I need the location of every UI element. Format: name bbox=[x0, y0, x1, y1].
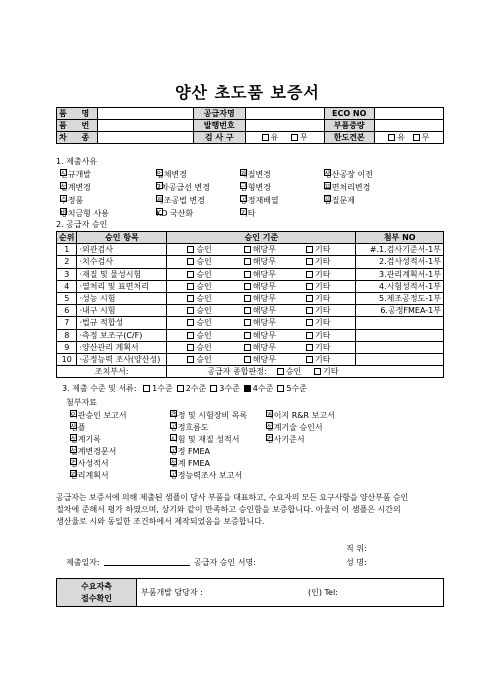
issue-no-field[interactable] bbox=[245, 120, 324, 132]
row-attach: 3.관리계획서-1부 bbox=[356, 268, 444, 280]
row-criteria bbox=[167, 256, 356, 268]
approve-checkbox[interactable] bbox=[187, 344, 194, 351]
other-checkbox[interactable] bbox=[306, 283, 313, 290]
section1-heading: 1. 제출사유 bbox=[56, 157, 98, 166]
attachment-option[interactable] bbox=[70, 458, 109, 469]
level-label: 3수준 bbox=[219, 384, 240, 393]
overall-label: 공급자 종합판정: bbox=[207, 367, 267, 377]
approve-checkbox[interactable] bbox=[187, 307, 194, 314]
row-rank: 6 bbox=[57, 305, 77, 317]
checkbox-icon[interactable] bbox=[324, 195, 331, 202]
row-criteria bbox=[167, 317, 356, 329]
declaration-line3: 생산율로 시와 동일한 조건하에서 제작되었음을 보증합니다. bbox=[56, 517, 265, 526]
attachment-label: 설계 FMEA bbox=[170, 459, 211, 468]
limit-no-label: 무 bbox=[421, 133, 430, 142]
table-row bbox=[57, 256, 444, 268]
na-label: 해당무 bbox=[252, 318, 276, 328]
reason-label: 업체변경 bbox=[156, 170, 187, 179]
row-item: ·공정능력 조사(양산성) bbox=[77, 353, 167, 365]
supplier-field[interactable] bbox=[245, 108, 324, 120]
approve-label: 승인 bbox=[196, 318, 212, 328]
row-attach: 2.검사성적서-1부 bbox=[356, 256, 444, 268]
approve-checkbox[interactable] bbox=[187, 283, 194, 290]
table-row bbox=[57, 329, 444, 341]
reason-option[interactable] bbox=[60, 195, 83, 206]
other-label: 기타 bbox=[314, 318, 331, 328]
row-rank: 5 bbox=[57, 292, 77, 304]
reason-option[interactable] bbox=[60, 169, 91, 180]
attachment-label: 설계기술 승인서 bbox=[266, 423, 323, 432]
checkbox-icon[interactable] bbox=[240, 195, 247, 202]
checkbox-icon[interactable] bbox=[324, 182, 331, 189]
limit-sample-options bbox=[374, 132, 443, 144]
checkbox-icon[interactable] bbox=[170, 458, 177, 465]
other-label: 기타 bbox=[314, 257, 331, 267]
na-label: 해당무 bbox=[252, 294, 276, 304]
attachment-option[interactable] bbox=[70, 422, 85, 433]
attachments-heading: 첨부자료 bbox=[66, 398, 97, 407]
other-checkbox[interactable] bbox=[306, 295, 313, 302]
name-label: 성 명: bbox=[346, 558, 367, 567]
col-criteria: 승인 기준 bbox=[167, 232, 356, 244]
reason-label: 금형변경 bbox=[240, 183, 271, 192]
receipt-label-line2: 접수확인 bbox=[81, 593, 112, 603]
row-item: ·측정 보조구(C/F) bbox=[77, 329, 167, 341]
na-checkbox[interactable] bbox=[244, 295, 251, 302]
attachment-option[interactable] bbox=[266, 410, 335, 421]
row-rank: 7 bbox=[57, 317, 77, 329]
section3-line bbox=[62, 383, 307, 394]
reason-label: 신규개발 bbox=[60, 170, 91, 179]
checkbox-icon[interactable] bbox=[60, 182, 67, 189]
na-label: 해당무 bbox=[252, 281, 276, 291]
reason-label: 기타 bbox=[240, 209, 256, 218]
attachment-option[interactable] bbox=[170, 434, 239, 445]
other-label: 기타 bbox=[314, 281, 331, 291]
na-checkbox[interactable] bbox=[244, 271, 251, 278]
vehicle-label: 차 종 bbox=[57, 132, 98, 144]
na-checkbox[interactable] bbox=[244, 319, 251, 326]
na-checkbox[interactable] bbox=[244, 246, 251, 253]
inspection-options bbox=[245, 132, 324, 144]
attachment-option[interactable] bbox=[70, 410, 127, 421]
other-label: 기타 bbox=[314, 342, 331, 352]
na-checkbox[interactable] bbox=[244, 332, 251, 339]
supplier-sign-label: 공급자 승인 서명: bbox=[194, 558, 256, 567]
row-item: ·재질 및 물성시험 bbox=[77, 268, 167, 280]
approve-label: 승인 bbox=[196, 281, 212, 291]
page-title: 양산 초도품 보증서 bbox=[175, 83, 320, 102]
attachments-grid bbox=[70, 410, 440, 480]
inspection-label: 검 사 구 bbox=[193, 132, 245, 144]
table-row bbox=[57, 292, 444, 304]
reason-option[interactable] bbox=[156, 169, 187, 180]
attachment-label: 측정 및 시험장비 목록 bbox=[170, 411, 248, 420]
reason-option[interactable] bbox=[60, 208, 109, 219]
row-rank: 3 bbox=[57, 268, 77, 280]
reason-label: 방치금형 사용 bbox=[60, 209, 109, 218]
checkbox-icon[interactable] bbox=[70, 410, 77, 417]
other-label: 기타 bbox=[314, 294, 331, 304]
reason-option[interactable] bbox=[156, 195, 205, 206]
attachment-label: 게이지 R&R 보고서 bbox=[266, 411, 335, 420]
row-rank: 1 bbox=[57, 244, 77, 256]
inspection-no-checkbox[interactable] bbox=[291, 134, 298, 141]
overall-other-label: 기타 bbox=[323, 367, 339, 377]
submit-date-label: 제출일자: bbox=[66, 558, 100, 567]
approve-checkbox[interactable] bbox=[187, 332, 194, 339]
na-label: 해당무 bbox=[252, 245, 276, 255]
col-attach: 첨부 NO bbox=[356, 232, 444, 244]
na-label: 해당무 bbox=[252, 342, 276, 352]
other-label: 기타 bbox=[314, 269, 331, 279]
row-rank: 2 bbox=[57, 256, 77, 268]
supplier-label: 공급자명 bbox=[193, 108, 245, 120]
na-checkbox[interactable] bbox=[244, 258, 251, 265]
overall-approve-checkbox[interactable] bbox=[277, 368, 284, 375]
other-checkbox[interactable] bbox=[306, 307, 313, 314]
attachment-option[interactable] bbox=[170, 470, 242, 481]
approve-label: 승인 bbox=[196, 269, 212, 279]
attachment-label: 설계기록 bbox=[70, 435, 101, 444]
other-checkbox[interactable] bbox=[306, 246, 313, 253]
row-attach: 5.제조공정도-1부 bbox=[356, 292, 444, 304]
other-label: 기타 bbox=[314, 354, 331, 364]
submission-levels bbox=[139, 384, 307, 393]
checkbox-icon[interactable] bbox=[70, 470, 77, 477]
checkbox-icon[interactable] bbox=[60, 195, 67, 202]
row-rank: 10 bbox=[57, 353, 77, 365]
row-criteria bbox=[167, 329, 356, 341]
reason-option[interactable] bbox=[324, 169, 373, 180]
attachment-option[interactable] bbox=[266, 434, 305, 445]
attachment-label: 공정능력조사 보고서 bbox=[170, 471, 243, 480]
limit-no-checkbox[interactable] bbox=[413, 134, 420, 141]
other-label: 기타 bbox=[314, 330, 331, 340]
declaration bbox=[56, 492, 444, 528]
approve-label: 승인 bbox=[196, 330, 212, 340]
attachment-option[interactable] bbox=[70, 434, 101, 445]
row-item: ·성능 시험 bbox=[77, 292, 167, 304]
row-criteria bbox=[167, 341, 356, 353]
reason-label: 수정품 bbox=[60, 196, 84, 205]
reason-label: 설계변경 bbox=[60, 183, 91, 192]
reason-option[interactable] bbox=[156, 208, 193, 219]
attachment-label: 검사기준서 bbox=[266, 435, 305, 444]
eco-label: ECO NO bbox=[324, 108, 374, 120]
attachment-label: 샘플 bbox=[70, 423, 86, 432]
reason-option[interactable] bbox=[324, 182, 370, 193]
level-checkbox[interactable] bbox=[177, 385, 184, 392]
checkbox-icon[interactable] bbox=[266, 434, 273, 441]
overall-other-checkbox[interactable] bbox=[314, 368, 321, 375]
na-label: 해당무 bbox=[252, 257, 276, 267]
level-checkbox[interactable] bbox=[277, 385, 284, 392]
row-rank: 4 bbox=[57, 280, 77, 292]
checkbox-icon[interactable] bbox=[70, 434, 77, 441]
other-checkbox[interactable] bbox=[306, 258, 313, 265]
level-label: 2수준 bbox=[185, 384, 207, 393]
na-label: 해당무 bbox=[252, 354, 276, 364]
na-checkbox[interactable] bbox=[244, 356, 251, 363]
other-checkbox[interactable] bbox=[306, 332, 313, 339]
receipt-label-line1: 수요자측 bbox=[81, 581, 112, 591]
checkbox-icon[interactable] bbox=[60, 208, 67, 215]
part-weight-field[interactable] bbox=[374, 120, 443, 132]
approve-label: 승인 bbox=[196, 342, 212, 352]
level-label: 5수준 bbox=[286, 384, 307, 393]
checkbox-icon[interactable] bbox=[240, 208, 247, 215]
other-checkbox[interactable] bbox=[306, 319, 313, 326]
reason-label: 2차공급선 변경 bbox=[156, 183, 211, 192]
reason-option[interactable] bbox=[240, 169, 271, 180]
attachment-option[interactable] bbox=[70, 446, 116, 457]
checkbox-icon[interactable] bbox=[240, 169, 247, 176]
row-item: ·법규 적합성 bbox=[77, 317, 167, 329]
approve-checkbox[interactable] bbox=[187, 271, 194, 278]
reason-option[interactable] bbox=[240, 208, 255, 219]
level-label: 4수준 bbox=[252, 384, 274, 393]
vehicle-field[interactable] bbox=[98, 132, 194, 144]
table-row bbox=[57, 268, 444, 280]
attachment-label: 외관승인 보고서 bbox=[70, 411, 127, 420]
inspection-yes-label: 유 bbox=[270, 133, 279, 142]
other-checkbox[interactable] bbox=[306, 356, 313, 363]
row-criteria bbox=[167, 268, 356, 280]
attachment-label: 관리계획서 bbox=[70, 471, 109, 480]
other-label: 기타 bbox=[314, 306, 331, 316]
reason-option[interactable] bbox=[60, 182, 91, 193]
overall-judgement bbox=[167, 366, 444, 378]
attachment-option[interactable] bbox=[266, 422, 323, 433]
reason-label: KD 국산화 bbox=[156, 209, 194, 218]
checkbox-icon[interactable] bbox=[170, 446, 177, 453]
row-attach bbox=[356, 329, 444, 341]
checkbox-icon[interactable] bbox=[266, 422, 273, 429]
approve-checkbox[interactable] bbox=[187, 246, 194, 253]
checkbox-icon[interactable] bbox=[156, 208, 163, 215]
row-criteria bbox=[167, 244, 356, 256]
col-item: 승인 항목 bbox=[77, 232, 167, 244]
part-weight-label: 부품중량 bbox=[324, 120, 374, 132]
checkbox-icon[interactable] bbox=[266, 410, 273, 417]
row-item: ·치수검사 bbox=[77, 256, 167, 268]
attachment-option[interactable] bbox=[170, 410, 247, 421]
row-item: ·외관검사 bbox=[77, 244, 167, 256]
receipt-table bbox=[56, 578, 444, 607]
limit-yes-label: 유 bbox=[397, 133, 405, 142]
checkbox-icon[interactable] bbox=[170, 422, 177, 429]
table-row bbox=[57, 353, 444, 365]
other-checkbox[interactable] bbox=[306, 344, 313, 351]
attachment-label: 시험 및 재질 성적서 bbox=[170, 435, 240, 444]
na-label: 해당무 bbox=[252, 330, 276, 340]
receipt-content bbox=[137, 579, 444, 607]
checkbox-icon[interactable] bbox=[70, 458, 77, 465]
na-label: 해당무 bbox=[252, 269, 276, 279]
part-name-label: 품 명 bbox=[57, 108, 98, 120]
inspection-yes-checkbox[interactable] bbox=[262, 134, 269, 141]
issue-no-label: 발행번호 bbox=[193, 120, 245, 132]
row-rank: 8 bbox=[57, 329, 77, 341]
overall-approve-label: 승인 bbox=[285, 367, 302, 377]
attachment-option[interactable] bbox=[170, 446, 210, 457]
manager-label: 부품개발 담당자 : bbox=[141, 588, 203, 597]
attachment-label: 공정흐름도 bbox=[170, 423, 209, 432]
approve-checkbox[interactable] bbox=[187, 295, 194, 302]
limit-yes-checkbox[interactable] bbox=[388, 134, 395, 141]
declaration-line2: 절차에 준해서 평가 하였으며, 상기와 같이 만족하고 승인함을 보증합니다. 아울러 이 샘플은 시간의 bbox=[56, 505, 401, 514]
approve-label: 승인 bbox=[196, 245, 212, 255]
checkbox-icon[interactable] bbox=[70, 446, 77, 453]
approve-label: 승인 bbox=[196, 306, 212, 316]
approve-checkbox[interactable] bbox=[187, 319, 194, 326]
reason-option[interactable] bbox=[156, 182, 210, 193]
reason-option[interactable] bbox=[240, 182, 271, 193]
limit-sample-label: 한도견본 bbox=[324, 132, 374, 144]
checkbox-icon[interactable] bbox=[324, 169, 331, 176]
part-name-field[interactable] bbox=[98, 108, 194, 120]
attachment-option[interactable] bbox=[70, 470, 109, 481]
checkbox-icon[interactable] bbox=[60, 169, 67, 176]
row-rank: 9 bbox=[57, 341, 77, 353]
header-table bbox=[56, 107, 444, 144]
checkbox-icon[interactable] bbox=[156, 182, 163, 189]
table-row bbox=[57, 341, 444, 353]
checkbox-icon[interactable] bbox=[170, 434, 177, 441]
row-criteria bbox=[167, 292, 356, 304]
approve-label: 승인 bbox=[196, 354, 212, 364]
attachment-label: 공정 FMEA bbox=[170, 447, 211, 456]
reason-label: 공정재배열 bbox=[240, 196, 279, 205]
row-attach bbox=[356, 341, 444, 353]
section2-heading: 2. 공급자 승인 bbox=[56, 220, 108, 229]
row-criteria bbox=[167, 305, 356, 317]
reason-label: 품질문제 bbox=[324, 196, 355, 205]
na-checkbox[interactable] bbox=[244, 283, 251, 290]
position-label: 직 위: bbox=[346, 544, 367, 553]
reason-label: 제조공법 변경 bbox=[156, 196, 205, 205]
declaration-line1: 공급자는 보증서에 의해 제출된 샘플이 당사 부품을 대표하고, 수요자의 모든 요구사항을 양산부품 승인 bbox=[56, 493, 409, 502]
action-dept-label: 조치부서: bbox=[57, 366, 167, 378]
table-row bbox=[57, 244, 444, 256]
col-rank: 순위 bbox=[57, 232, 77, 244]
level-checkbox[interactable] bbox=[143, 385, 150, 392]
row-criteria bbox=[167, 280, 356, 292]
row-item: ·내구 시험 bbox=[77, 305, 167, 317]
part-no-field[interactable] bbox=[98, 120, 194, 132]
section3-heading: 3. 제출 수준 및 서류: bbox=[62, 384, 137, 393]
approval-table bbox=[56, 231, 444, 378]
approve-label: 승인 bbox=[196, 257, 212, 267]
checkbox-icon[interactable] bbox=[170, 410, 177, 417]
table-row bbox=[57, 280, 444, 292]
row-attach bbox=[356, 317, 444, 329]
table-row bbox=[57, 317, 444, 329]
na-checkbox[interactable] bbox=[244, 344, 251, 351]
attachment-option[interactable] bbox=[170, 422, 209, 433]
reason-option[interactable] bbox=[240, 195, 279, 206]
receipt-label bbox=[57, 579, 137, 607]
other-label: 기타 bbox=[314, 245, 331, 255]
seal-tel-label: (인) Tel: bbox=[307, 588, 338, 597]
reason-label: 생산공장 이전 bbox=[324, 170, 373, 179]
na-checkbox[interactable] bbox=[244, 307, 251, 314]
reason-label: 재질변경 bbox=[240, 170, 271, 179]
checkbox-icon[interactable] bbox=[156, 195, 163, 202]
reason-label: 표면처리변경 bbox=[324, 183, 371, 192]
checkbox-icon[interactable] bbox=[240, 182, 247, 189]
approve-checkbox[interactable] bbox=[187, 258, 194, 265]
eco-field[interactable] bbox=[374, 108, 443, 120]
attachment-option[interactable] bbox=[170, 458, 210, 469]
inspection-no-label: 무 bbox=[300, 133, 308, 142]
table-row bbox=[57, 305, 444, 317]
level-checkbox[interactable] bbox=[244, 385, 251, 392]
row-item: ·열처리 및 표면처리 bbox=[77, 280, 167, 292]
row-attach: #.1.검사기준서-1부 bbox=[356, 244, 444, 256]
row-criteria bbox=[167, 353, 356, 365]
row-item: ·양산관리 계획서 bbox=[77, 341, 167, 353]
row-attach: 4.시험성적서-1부 bbox=[356, 280, 444, 292]
level-checkbox[interactable] bbox=[210, 385, 217, 392]
attachment-label: 검사성적서 bbox=[70, 459, 109, 468]
submit-date-field[interactable] bbox=[104, 565, 190, 566]
level-label: 1수준 bbox=[152, 384, 173, 393]
na-label: 해당무 bbox=[252, 306, 276, 316]
approve-checkbox[interactable] bbox=[187, 356, 194, 363]
checkbox-icon[interactable] bbox=[70, 422, 77, 429]
checkbox-icon[interactable] bbox=[170, 470, 177, 477]
other-checkbox[interactable] bbox=[306, 271, 313, 278]
attachment-label: 설계변경문서 bbox=[70, 447, 117, 456]
approve-label: 승인 bbox=[196, 294, 212, 304]
reason-option[interactable] bbox=[324, 195, 355, 206]
row-attach bbox=[356, 353, 444, 365]
row-attach: 6.공정FMEA-1부 bbox=[356, 305, 444, 317]
submission-reason-grid bbox=[60, 169, 440, 221]
checkbox-icon[interactable] bbox=[156, 169, 163, 176]
part-no-label: 품 번 bbox=[57, 120, 98, 132]
